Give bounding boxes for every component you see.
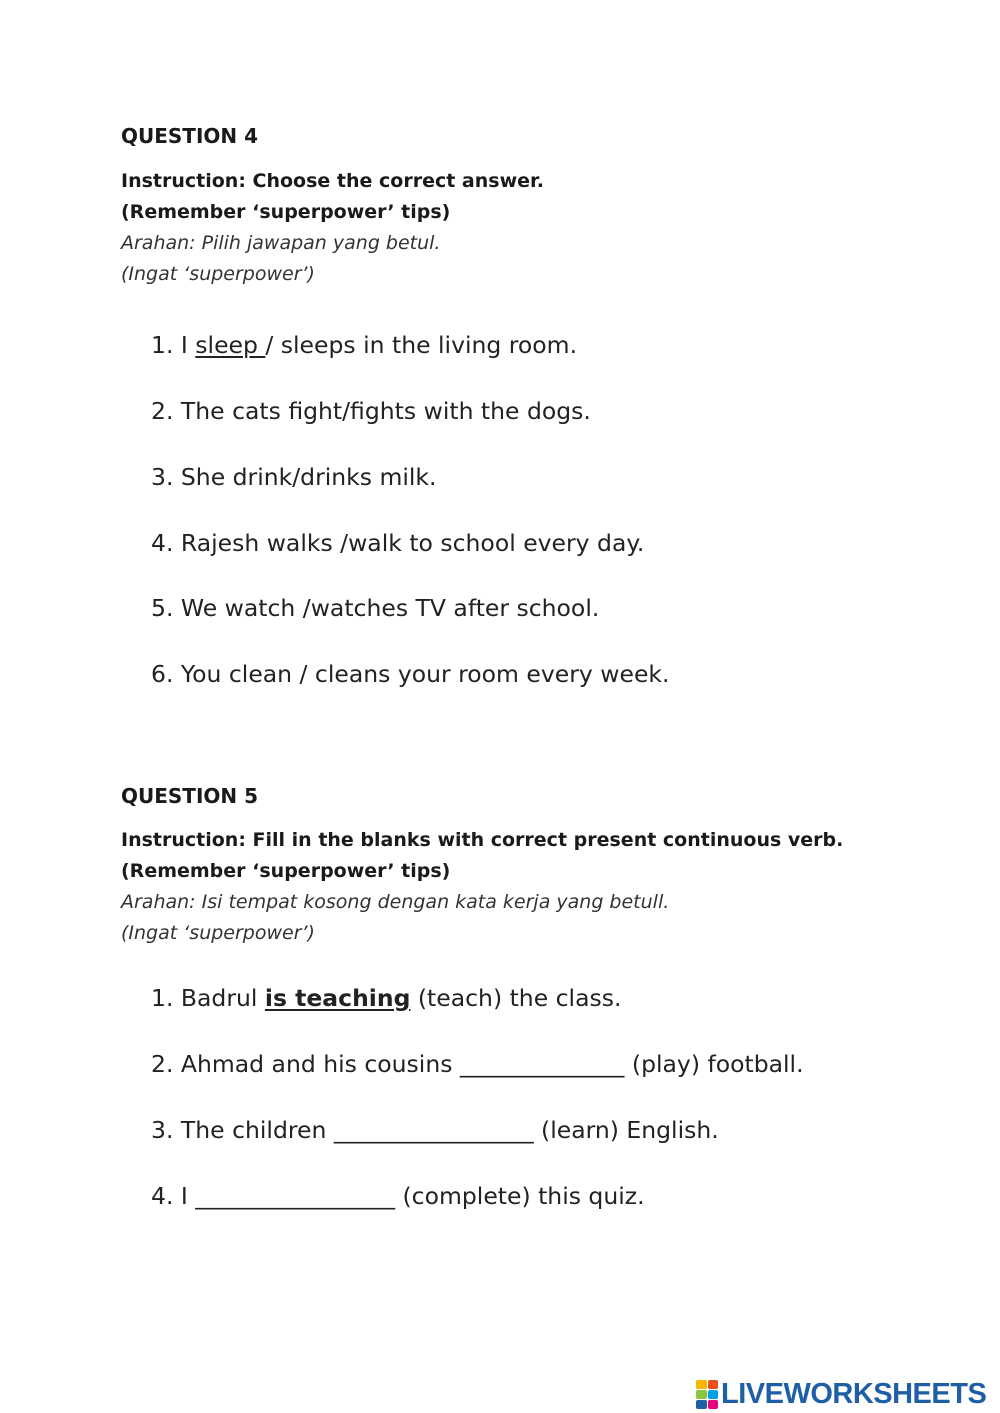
liveworksheets-logo[interactable] <box>696 1378 986 1411</box>
question-5-instruction: Instruction: Fill in the blanks with correct present continuous verb. <box>121 829 844 851</box>
question-4-item-1: 1. I sleep / sleeps in the living room. <box>151 331 578 359</box>
question-4-item-5: 5. We watch /watches TV after school. <box>151 594 600 622</box>
question-5-title: QUESTION 5 <box>121 784 259 808</box>
question-4-item-6: 6. You clean / cleans your room every week. <box>151 660 670 688</box>
liveworksheets-logo-icon <box>696 1380 718 1410</box>
question-5-item-4: 4. I _________________ (complete) this quiz. <box>151 1182 645 1210</box>
liveworksheets-logo-text: LIVEWORKSHEETS <box>721 1378 987 1410</box>
question-4-instruction: Instruction: Choose the correct answer. <box>121 170 544 192</box>
question-5-item-1: 1. Badrul is teaching (teach) the class. <box>151 984 622 1012</box>
question-4-item-3: 3. She drink/drinks milk. <box>151 463 437 491</box>
question-4-title: QUESTION 4 <box>121 124 259 148</box>
question-5-instructions <box>121 825 843 949</box>
answer-sleep: sleep <box>195 331 266 359</box>
question-4-item-4: 4. Rajesh walks /walk to school every day. <box>151 529 645 557</box>
question-5-reminder: (Remember ‘superpower’ tips) <box>121 860 451 882</box>
question-4-arahan: Arahan: Pilih jawapan yang betul. <box>121 232 441 254</box>
answer-is-teaching: is teaching <box>264 984 411 1012</box>
question-5-ingat: (Ingat ‘superpower’) <box>121 922 315 944</box>
question-5-arahan: Arahan: Isi tempat kosong dengan kata kerja yang betull. <box>121 891 670 913</box>
question-4-item-2: 2. The cats fight/fights with the dogs. <box>151 397 591 425</box>
question-4-ingat: (Ingat ‘superpower’) <box>121 263 315 285</box>
question-4-instructions <box>121 166 544 290</box>
question-5-item-2: 2. Ahmad and his cousins ______________ (play) football. <box>151 1050 804 1078</box>
question-4-reminder: (Remember ‘superpower’ tips) <box>121 201 451 223</box>
question-5-item-3: 3. The children _________________ (learn) English. <box>151 1116 719 1144</box>
